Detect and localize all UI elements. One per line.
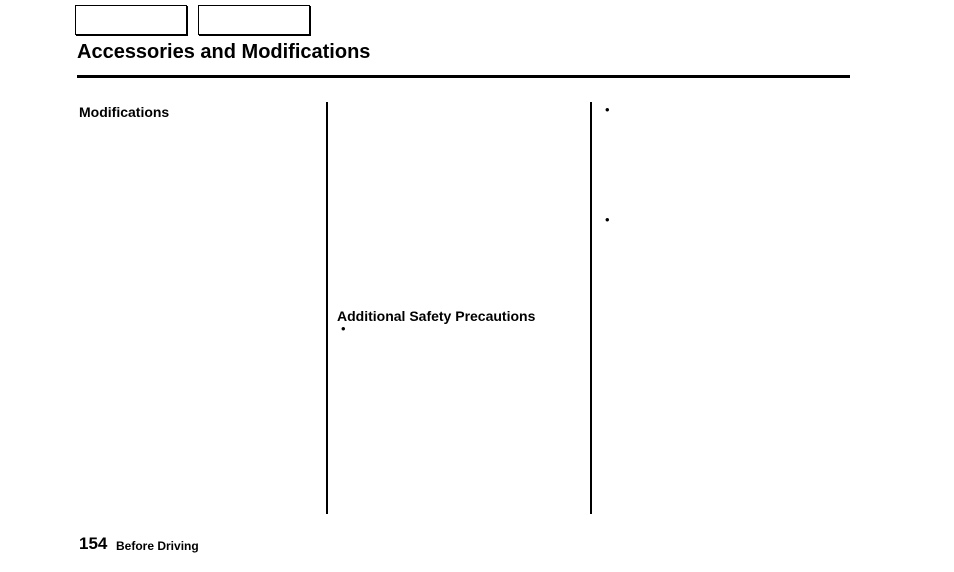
safety-precautions-heading: Additional Safety Precautions (337, 308, 536, 324)
bullet-point: • (605, 212, 610, 227)
bullet-point: • (605, 102, 610, 117)
modifications-heading: Modifications (79, 104, 170, 120)
column-divider-left (326, 102, 328, 514)
column-divider-right (590, 102, 592, 514)
bullet-point: • (341, 321, 346, 336)
footer-section-label: Before Driving (116, 539, 199, 553)
page-title: Accessories and Modifications (77, 41, 371, 63)
nav-tab-box-1[interactable] (75, 5, 187, 35)
title-rule (77, 75, 850, 78)
nav-tab-box-2[interactable] (198, 5, 310, 35)
page-number: 154 (79, 534, 108, 553)
